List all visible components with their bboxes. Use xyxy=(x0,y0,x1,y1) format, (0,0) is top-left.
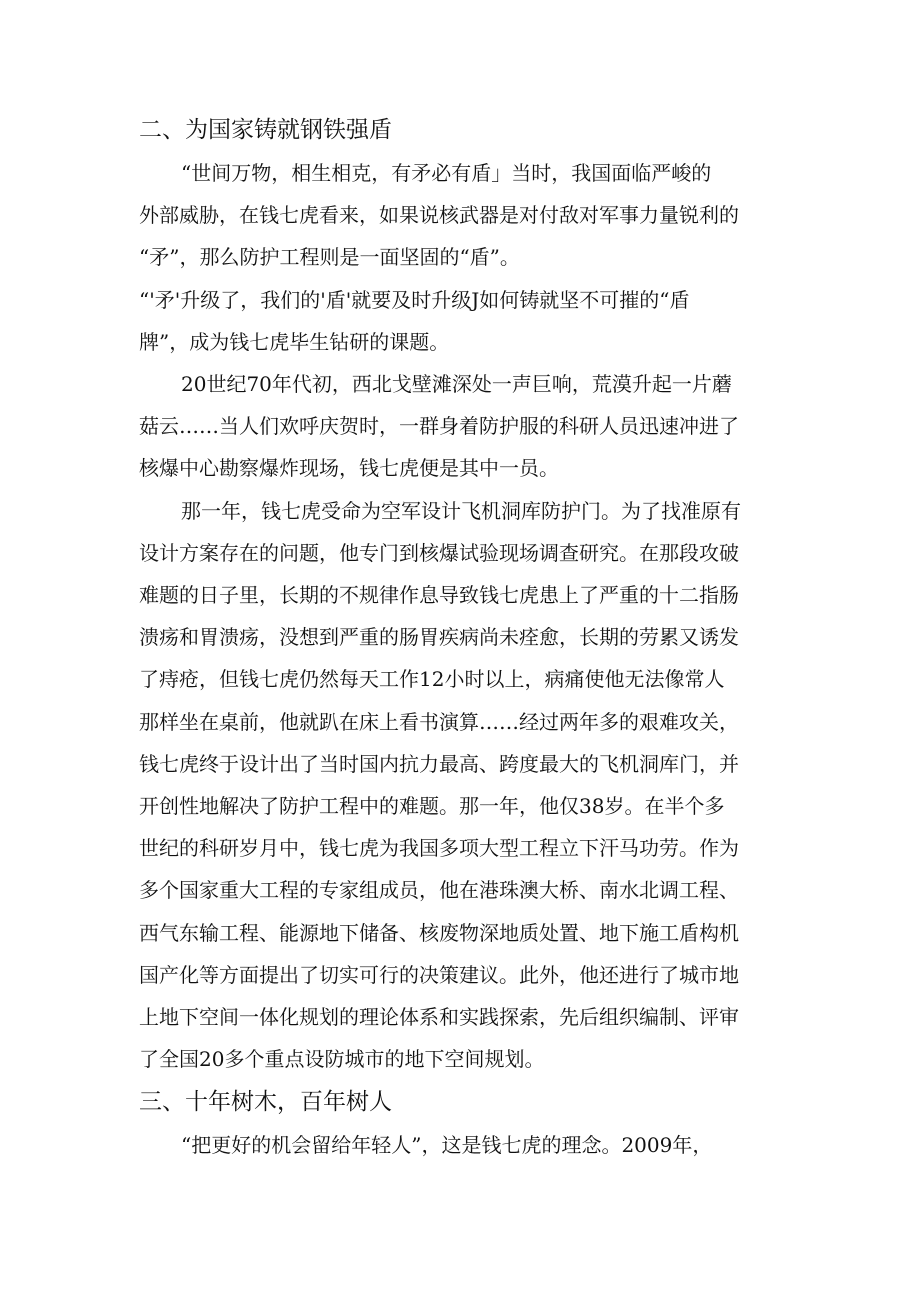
paragraph xyxy=(139,279,789,363)
text-line: 了全国20多个重点设防城市的地下空间规划。 xyxy=(139,1047,545,1072)
paragraph xyxy=(139,152,789,279)
text-line: 世纪的科研岁月中，钱七虎为我国多项大型工程立下汗马功劳。作为 xyxy=(139,836,739,861)
text-line: “把更好的机会留给年轻人”，这是钱七虎的理念。2009年， xyxy=(181,1133,713,1158)
paragraph xyxy=(139,1124,789,1166)
section-heading: 三、十年树木，百年树人 xyxy=(139,1089,392,1116)
text-line: “矛”，那么防护工程则是一面坚固的“盾”。 xyxy=(139,245,520,270)
section-heading: 二、为国家铸就钢铁强盾 xyxy=(139,117,392,143)
text-line: 开创性地解决了防护工程中的难题。那一年，他仅38岁。在半个多 xyxy=(139,794,725,819)
text-line: 了痔疮，但钱七虎仍然每天工作12小时以上，病痛使他无法像常人 xyxy=(139,667,725,692)
paragraph xyxy=(139,490,789,1081)
document-body xyxy=(139,108,789,1167)
text-line: 钱七虎终于设计出了当时国内抗力最高、跨度最大的飞机洞库门，并 xyxy=(139,751,739,776)
text-line: 那一年，钱七虎受命为空军设计飞机洞库防护门。为了找准原有 xyxy=(181,498,741,523)
text-line: 国产化等方面提出了切实可行的决策建议。此外，他还进行了城市地 xyxy=(139,962,739,987)
text-line: “世间万物，相生相克，有矛必有盾」当时，我国面临严峻的 xyxy=(181,161,712,185)
text-line: 上地下空间一体化规划的理论体系和实践探索，先后组织编制、评审 xyxy=(139,1005,739,1030)
text-line: 西气东输工程、能源地下储备、核废物深地质处置、地下施工盾构机 xyxy=(139,920,739,945)
text-line: 多个国家重大工程的专家组成员，他在港珠澳大桥、南水北调工程、 xyxy=(139,878,739,903)
paragraph xyxy=(139,363,789,490)
text-line: 菇云……当人们欢呼庆贺时，一群身着防护服的科研人员迅速冲进了 xyxy=(139,414,739,439)
text-line: 牌”，成为钱七虎毕生钻研的课题。 xyxy=(139,329,450,354)
text-line: 那样坐在桌前，他就趴在床上看书演算……经过两年多的艰难攻关， xyxy=(139,709,739,734)
text-line: “'矛'升级了，我们的'盾'就要及时升级J如何铸就坚不可摧的“盾 xyxy=(139,287,690,312)
text-line: 外部威胁，在钱七虎看来，如果说核武器是对付敌对军事力量锐利的 xyxy=(139,203,739,228)
text-line: 20世纪70年代初，西北戈壁滩深处一声巨响，荒漠升起一片蘑 xyxy=(181,372,732,397)
text-line: 核爆中心勘察爆炸现场，钱七虎便是其中一员。 xyxy=(139,456,559,481)
text-line: 设计方案存在的问题，他专门到核爆试验现场调查研究。在那段攻破 xyxy=(139,540,739,565)
text-line: 溃疡和胃溃疡，没想到严重的肠胃疾病尚未痊愈，长期的劳累又诱发 xyxy=(139,625,739,650)
text-line: 难题的日子里，长期的不规律作息导致钱七虎患上了严重的十二指肠 xyxy=(139,583,739,608)
